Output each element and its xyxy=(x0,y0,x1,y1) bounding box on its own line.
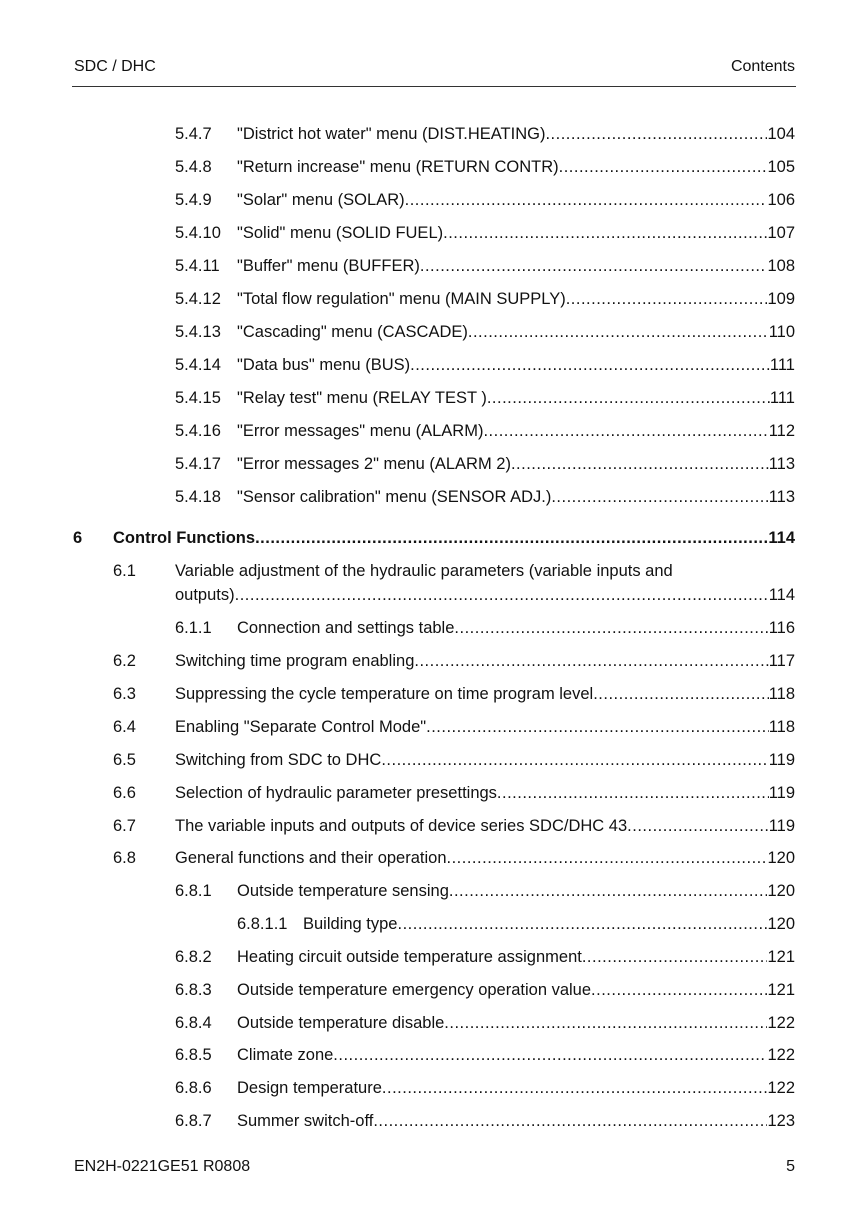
toc-leader-dots xyxy=(582,945,768,969)
toc-leader-dots xyxy=(414,649,768,673)
toc-entry-title: Control Functions xyxy=(113,529,256,547)
toc-entry[interactable] xyxy=(0,155,868,179)
toc-entry-page: 121 xyxy=(767,948,795,966)
toc-entry[interactable] xyxy=(0,188,868,212)
toc-entry-page: 119 xyxy=(768,817,795,835)
toc-entry[interactable] xyxy=(0,320,868,344)
toc-entry-title: The variable inputs and outputs of device series SDC/DHC 43 xyxy=(175,817,628,835)
toc-entry-number: 6.8.6 xyxy=(175,1079,212,1097)
toc-entry-page: 107 xyxy=(767,224,795,242)
toc-entry-number: 6.4 xyxy=(113,718,136,736)
toc-entry-page: 104 xyxy=(767,125,795,143)
toc-entry-title: Connection and settings table xyxy=(237,619,455,637)
footer-document-code: EN2H-0221GE51 R0808 xyxy=(74,1158,251,1175)
toc-leader-dots xyxy=(382,1076,768,1100)
toc-entry[interactable] xyxy=(0,452,868,476)
toc-entry-number: 6.1 xyxy=(113,562,136,580)
toc-leader-dots xyxy=(373,1109,767,1133)
toc-entry-title: Enabling "Separate Control Mode" xyxy=(175,718,427,736)
toc-entry[interactable] xyxy=(0,485,868,509)
toc-entry-number: 6.8.5 xyxy=(175,1046,212,1064)
toc-entry-title: Selection of hydraulic parameter presettings xyxy=(175,784,497,802)
toc-entry-number: 5.4.11 xyxy=(175,257,220,275)
toc-leader-dots xyxy=(449,879,768,903)
toc-entry[interactable] xyxy=(0,846,868,870)
toc-entry-number: 5.4.17 xyxy=(175,455,221,473)
toc-entry-title: Switching from SDC to DHC xyxy=(175,751,382,769)
toc-entry-page: 110 xyxy=(768,323,795,341)
toc-entry-page: 123 xyxy=(767,1112,795,1130)
toc-leader-dots xyxy=(333,1043,767,1067)
toc-entry-title: "Buffer" menu (BUFFER) xyxy=(237,257,420,275)
toc-leader-dots xyxy=(426,715,769,739)
toc-leader-dots xyxy=(235,583,769,607)
toc-entry-number: 5.4.14 xyxy=(175,356,221,374)
toc-entry-number: 6.8.2 xyxy=(175,948,212,966)
toc-leader-dots xyxy=(566,287,768,311)
toc-entry-title: "District hot water" menu (DIST.HEATING) xyxy=(237,125,546,143)
toc-entry-number: 5.4.7 xyxy=(175,125,212,143)
toc-leader-dots xyxy=(511,452,769,476)
toc-entry-title: "Relay test" menu (RELAY TEST ) xyxy=(237,389,487,407)
toc-entry-number: 6.8 xyxy=(113,849,136,867)
toc-entry-page: 117 xyxy=(768,652,795,670)
toc-entry-title: Suppressing the cycle temperature on time program level xyxy=(175,685,594,703)
toc-leader-dots xyxy=(255,526,768,550)
toc-entry-page: 111 xyxy=(769,389,795,407)
toc-entry-page: 116 xyxy=(768,619,795,637)
toc-entry[interactable] xyxy=(0,814,868,838)
toc-entry-title: General functions and their operation xyxy=(175,849,447,867)
toc-leader-dots xyxy=(468,320,769,344)
toc-entry-number: 6.6 xyxy=(113,784,136,802)
toc-entry-number: 5.4.13 xyxy=(175,323,221,341)
toc-entry-title: Design temperature xyxy=(237,1079,382,1097)
toc-entry[interactable] xyxy=(0,287,868,311)
toc-entry-title: Outside temperature emergency operation value xyxy=(237,981,592,999)
toc-entry-page: 112 xyxy=(768,422,795,440)
toc-chapter-entry[interactable] xyxy=(0,526,868,550)
toc-leader-dots xyxy=(559,155,768,179)
toc-entry-number: 5.4.9 xyxy=(175,191,212,209)
toc-entry-number: 6 xyxy=(73,529,83,547)
toc-entry-page: 114 xyxy=(768,586,795,604)
header-rule xyxy=(72,86,796,87)
toc-entry[interactable] xyxy=(0,1043,868,1067)
toc-entry-number: 5.4.15 xyxy=(175,389,221,407)
toc-entry-title: "Solar" menu (SOLAR) xyxy=(237,191,405,209)
toc-entry-title: "Cascading" menu (CASCADE) xyxy=(237,323,468,341)
toc-entry[interactable] xyxy=(0,353,868,377)
header-section-name: Contents xyxy=(730,58,795,75)
toc-leader-dots xyxy=(443,221,767,245)
toc-leader-dots xyxy=(454,616,768,640)
toc-entry-page: 113 xyxy=(768,488,795,506)
toc-leader-dots xyxy=(397,912,767,936)
toc-entry-title-line1: Variable adjustment of the hydraulic parameters (variable inputs and xyxy=(175,562,673,580)
toc-entry-title: Summer switch-off xyxy=(237,1112,374,1130)
toc-entry-number: 6.3 xyxy=(113,685,136,703)
toc-leader-dots xyxy=(487,386,770,410)
toc-entry-number: 6.8.4 xyxy=(175,1014,212,1032)
page-header xyxy=(74,58,795,78)
toc-entry[interactable] xyxy=(0,879,868,903)
toc-entry-wrapped-first-line[interactable] xyxy=(0,559,868,583)
toc-leader-dots xyxy=(420,254,768,278)
toc-entry-number: 6.1.1 xyxy=(175,619,212,637)
toc-entry[interactable] xyxy=(0,122,868,146)
toc-entry-number: 6.8.1.1 xyxy=(237,915,288,933)
toc-entry-number: 6.5 xyxy=(113,751,136,769)
toc-entry[interactable] xyxy=(0,419,868,443)
toc-entry-page: 105 xyxy=(767,158,795,176)
toc-entry[interactable] xyxy=(0,616,868,640)
toc-entry-page: 113 xyxy=(768,455,795,473)
toc-entry-number: 5.4.12 xyxy=(175,290,221,308)
toc-entry[interactable] xyxy=(0,715,868,739)
toc-entry-number: 6.7 xyxy=(113,817,136,835)
toc-entry-page: 122 xyxy=(767,1014,795,1032)
toc-entry-title: Building type xyxy=(303,915,398,933)
toc-entry-page: 106 xyxy=(767,191,795,209)
toc-entry-number: 5.4.16 xyxy=(175,422,221,440)
page-footer xyxy=(74,1158,795,1178)
toc-entry-number: 6.8.1 xyxy=(175,882,212,900)
toc-entry[interactable] xyxy=(0,781,868,805)
toc-entry-title: "Sensor calibration" menu (SENSOR ADJ.) xyxy=(237,488,552,506)
toc-entry[interactable] xyxy=(0,221,868,245)
toc-leader-dots xyxy=(447,846,768,870)
toc-entry-page: 120 xyxy=(767,882,795,900)
toc-entry[interactable] xyxy=(0,748,868,772)
toc-entry-page: 111 xyxy=(769,356,795,374)
toc-leader-dots xyxy=(593,682,768,706)
toc-entry[interactable] xyxy=(0,912,868,936)
toc-entry-page: 122 xyxy=(767,1079,795,1097)
toc-entry-number: 6.2 xyxy=(113,652,136,670)
toc-entry-number: 5.4.8 xyxy=(175,158,212,176)
toc-entry[interactable] xyxy=(0,386,868,410)
toc-entry-title: Switching time program enabling xyxy=(175,652,415,670)
toc-leader-dots xyxy=(410,353,770,377)
footer-page-number: 5 xyxy=(786,1158,795,1175)
toc-entry-page: 108 xyxy=(767,257,795,275)
toc-entry-page: 118 xyxy=(768,718,795,736)
toc-entry-number: 5.4.18 xyxy=(175,488,221,506)
toc-leader-dots xyxy=(545,122,767,146)
toc-entry-number: 6.8.3 xyxy=(175,981,212,999)
toc-entry-page: 120 xyxy=(767,915,795,933)
toc-entry-page: 121 xyxy=(767,981,795,999)
toc-leader-dots xyxy=(483,419,768,443)
toc-entry-page: 122 xyxy=(767,1046,795,1064)
toc-entry[interactable] xyxy=(0,649,868,673)
toc-leader-dots xyxy=(405,188,768,212)
toc-entry-page: 109 xyxy=(767,290,795,308)
toc-entry[interactable] xyxy=(0,583,868,607)
toc-leader-dots xyxy=(381,748,768,772)
toc-entry-title: "Error messages 2" menu (ALARM 2) xyxy=(237,455,511,473)
toc-entry[interactable] xyxy=(0,945,868,969)
toc-entry-page: 120 xyxy=(767,849,795,867)
toc-entry-title: Climate zone xyxy=(237,1046,334,1064)
toc-entry-title: Heating circuit outside temperature assignment xyxy=(237,948,582,966)
toc-leader-dots xyxy=(497,781,769,805)
toc-entry[interactable] xyxy=(0,1011,868,1035)
toc-entry-title: "Return increase" menu (RETURN CONTR) xyxy=(237,158,559,176)
toc-entry-number: 5.4.10 xyxy=(175,224,221,242)
toc-entry-page: 118 xyxy=(768,685,795,703)
toc-entry-title: Outside temperature disable xyxy=(237,1014,445,1032)
toc-leader-dots xyxy=(627,814,769,838)
toc-entry-title: outputs) xyxy=(175,586,235,604)
toc-entry-title: "Data bus" menu (BUS) xyxy=(237,356,411,374)
toc-entry[interactable] xyxy=(0,682,868,706)
header-document-name: SDC / DHC xyxy=(74,58,156,75)
toc-entry-page: 114 xyxy=(768,529,795,547)
toc-entry[interactable] xyxy=(0,1076,868,1100)
toc-entry-title: "Total flow regulation" menu (MAIN SUPPLY) xyxy=(237,290,566,308)
toc-entry-title: "Error messages" menu (ALARM) xyxy=(237,422,484,440)
toc-leader-dots xyxy=(591,978,767,1002)
toc-entry[interactable] xyxy=(0,1109,868,1133)
toc-entry-page: 119 xyxy=(768,784,795,802)
toc-entry-page: 119 xyxy=(768,751,795,769)
toc-entry-number: 6.8.7 xyxy=(175,1112,212,1130)
toc-entry[interactable] xyxy=(0,254,868,278)
toc-leader-dots xyxy=(444,1011,767,1035)
toc-entry[interactable] xyxy=(0,978,868,1002)
toc-leader-dots xyxy=(551,485,768,509)
toc-entry-title: "Solid" menu (SOLID FUEL) xyxy=(237,224,444,242)
toc-entry-title: Outside temperature sensing xyxy=(237,882,449,900)
